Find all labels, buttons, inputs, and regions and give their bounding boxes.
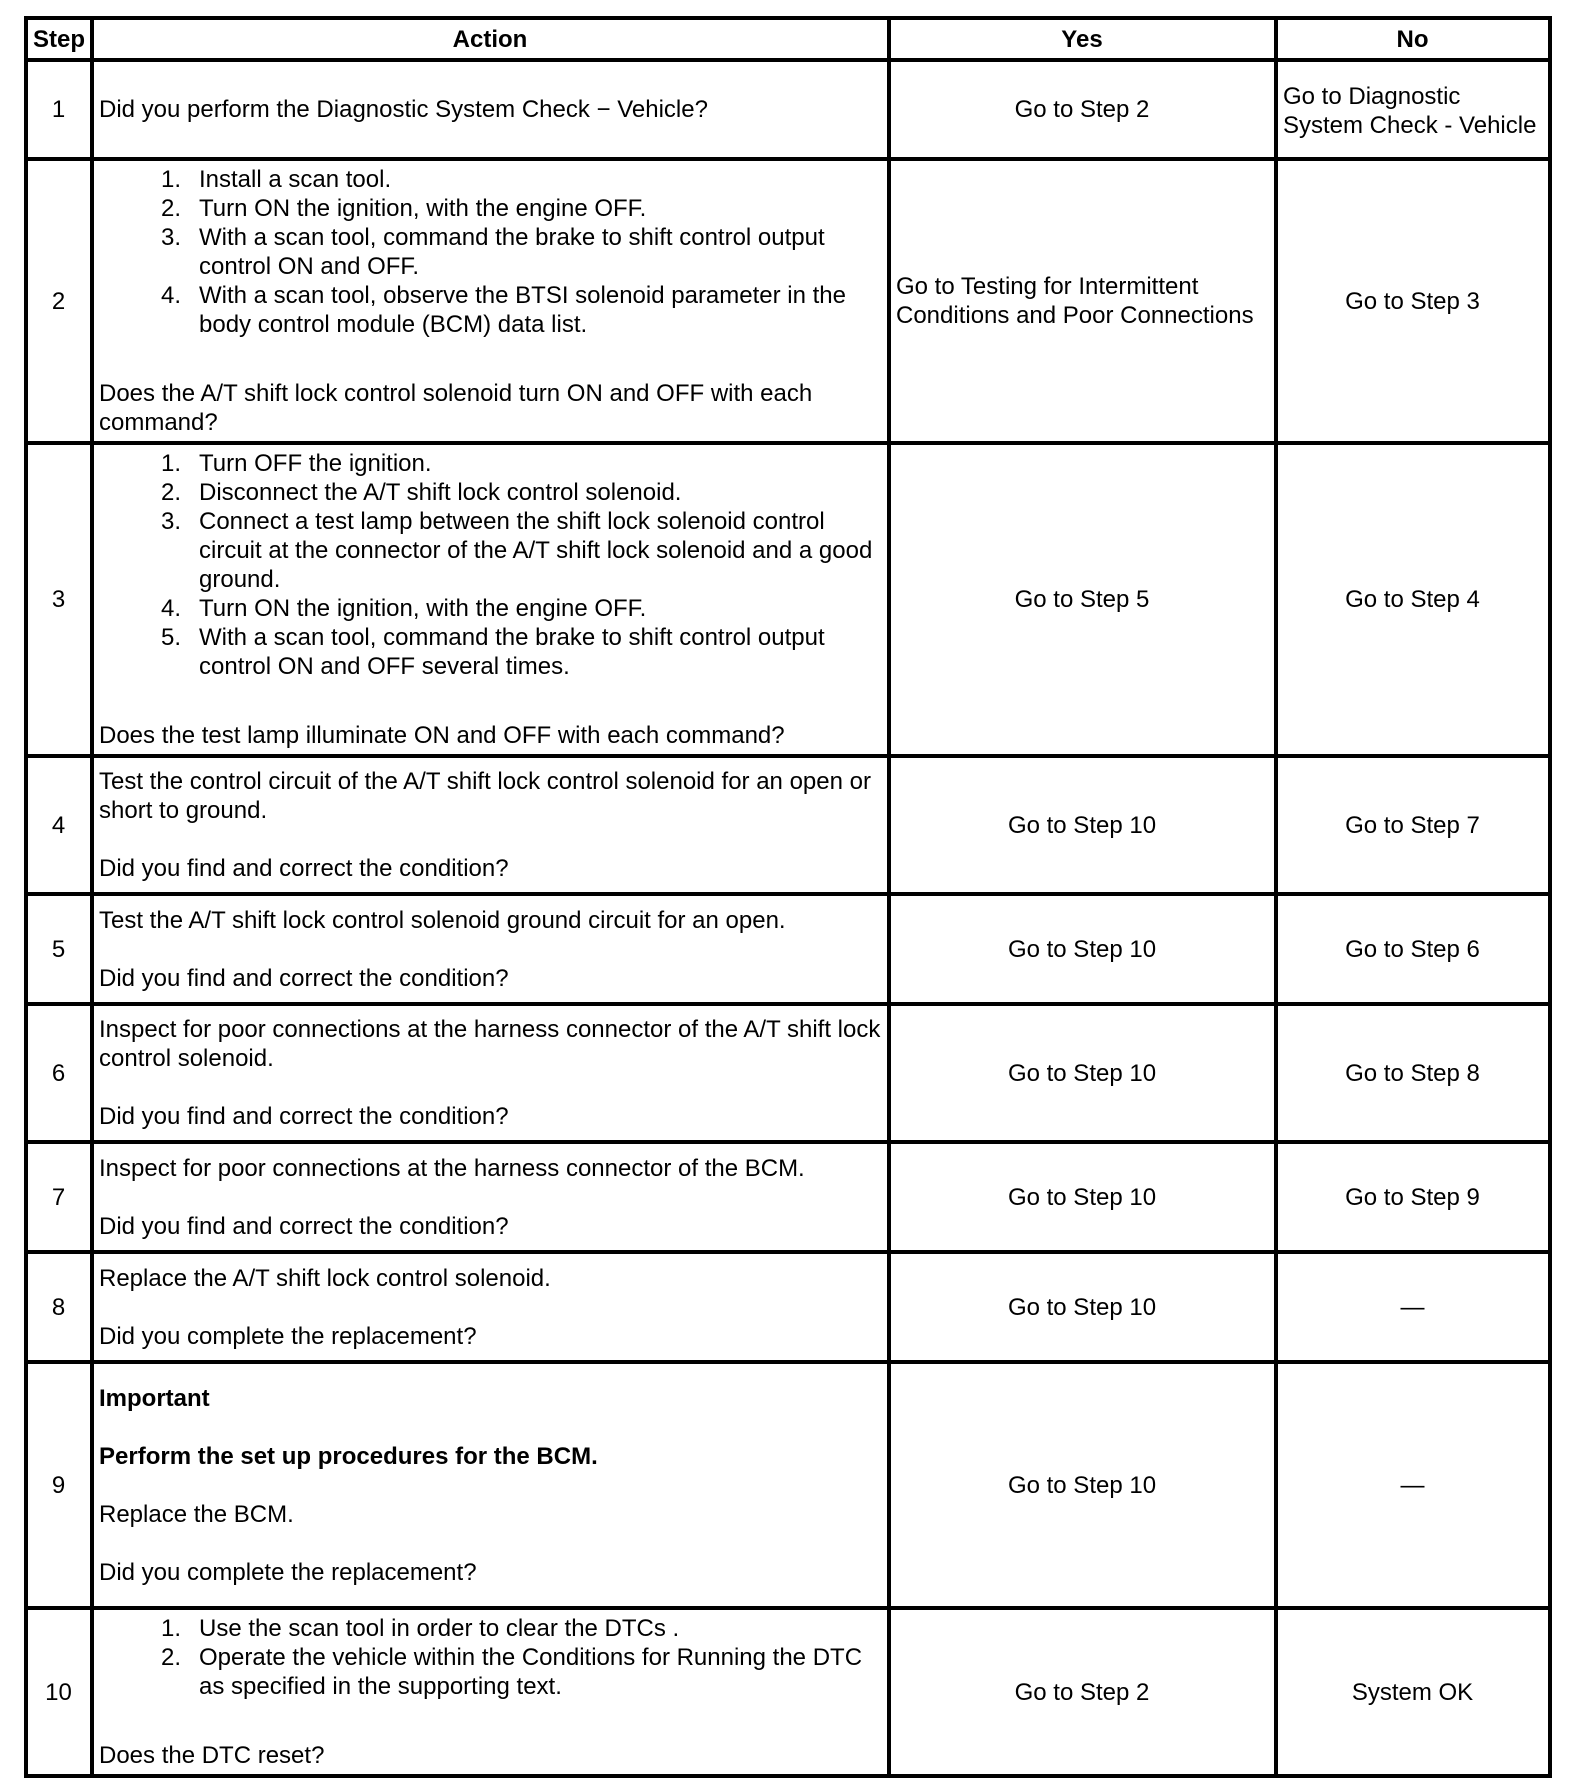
table-row	[26, 1252, 1550, 1362]
header-row	[26, 18, 1550, 60]
action-steps-list	[99, 449, 881, 681]
list-item: 2. Turn ON the ignition, with the engine OFF.	[160, 195, 647, 222]
step-number: 6	[26, 1004, 92, 1142]
action-cell	[92, 443, 889, 756]
yes-cell: Go to Step 2	[889, 60, 1276, 159]
table-row	[26, 1142, 1550, 1252]
action-question: Did you find and correct the condition?	[99, 1103, 509, 1130]
list-item: 1. Turn OFF the ignition.	[160, 450, 432, 477]
table-row	[26, 159, 1550, 443]
important-label: Important	[99, 1384, 210, 1412]
list-item: 3. With a scan tool, command the brake to shift control output control ON and OFF.	[160, 224, 825, 280]
list-item: 2. Disconnect the A/T shift lock control solenoid.	[160, 479, 682, 506]
no-cell: —	[1276, 1362, 1550, 1608]
action-question: Did you complete the replacement?	[99, 1322, 477, 1350]
table-row	[26, 1362, 1550, 1608]
table-row	[26, 443, 1550, 756]
no-cell: Go to Diagnostic System Check - Vehicle	[1276, 60, 1550, 159]
action-question: Did you find and correct the condition?	[99, 855, 509, 882]
action-instruction: Inspect for poor connections at the harness connector of the A/T shift lock control solenoid.	[99, 1016, 881, 1072]
yes-cell: Go to Step 10	[889, 894, 1276, 1004]
action-instruction: Inspect for poor connections at the harness connector of the BCM.	[99, 1154, 805, 1182]
header-step: Step	[26, 18, 92, 60]
step-number: 8	[26, 1252, 92, 1362]
no-cell: Go to Step 7	[1276, 756, 1550, 894]
action-steps-list	[99, 1614, 881, 1701]
yes-cell: Go to Step 10	[889, 756, 1276, 894]
action-cell	[92, 1004, 889, 1142]
table-row	[26, 1004, 1550, 1142]
action-question: Did you perform the Diagnostic System Check − Vehicle?	[99, 96, 708, 123]
step-number: 10	[26, 1608, 92, 1776]
step-number: 7	[26, 1142, 92, 1252]
action-cell	[92, 159, 889, 443]
yes-cell: Go to Testing for Intermittent Conditions and Poor Connections	[889, 159, 1276, 443]
action-question: Did you find and correct the condition?	[99, 1212, 509, 1240]
diagnostic-table	[24, 16, 1552, 1778]
yes-cell: Go to Step 5	[889, 443, 1276, 756]
action-cell	[92, 756, 889, 894]
list-item: 5. With a scan tool, command the brake to shift control output control ON and OFF several times.	[160, 624, 825, 680]
action-cell	[92, 1362, 889, 1608]
important-text: Perform the set up procedures for the BCM.	[99, 1442, 598, 1470]
action-instruction: Test the A/T shift lock control solenoid ground circuit for an open.	[99, 906, 786, 934]
list-item: 4. Turn ON the ignition, with the engine OFF.	[160, 595, 647, 622]
step-number: 4	[26, 756, 92, 894]
step-number: 2	[26, 159, 92, 443]
action-cell	[92, 60, 889, 159]
yes-cell: Go to Step 10	[889, 1252, 1276, 1362]
action-cell	[92, 1608, 889, 1776]
action-cell	[92, 1142, 889, 1252]
yes-cell: Go to Step 2	[889, 1608, 1276, 1776]
no-cell: Go to Step 3	[1276, 159, 1550, 443]
list-item: 3. Connect a test lamp between the shift lock solenoid control circuit at the connector of the A/T shift lock solenoid and a good ground.	[160, 508, 873, 593]
header-action: Action	[92, 18, 889, 60]
no-cell: Go to Step 4	[1276, 443, 1550, 756]
action-instruction: Replace the BCM.	[99, 1500, 294, 1528]
action-question: Did you complete the replacement?	[99, 1558, 477, 1586]
action-question: Does the test lamp illuminate ON and OFF with each command?	[99, 722, 785, 749]
list-item: 1. Install a scan tool.	[160, 166, 392, 193]
yes-cell: Go to Step 10	[889, 1142, 1276, 1252]
step-number: 3	[26, 443, 92, 756]
action-cell	[92, 1252, 889, 1362]
table-row	[26, 894, 1550, 1004]
no-cell: —	[1276, 1252, 1550, 1362]
table-row	[26, 756, 1550, 894]
list-item: 4. With a scan tool, observe the BTSI solenoid parameter in the body control module (BCM) data list.	[160, 282, 847, 338]
step-number: 1	[26, 60, 92, 159]
table-row	[26, 1608, 1550, 1776]
action-instruction: Replace the A/T shift lock control solenoid.	[99, 1264, 551, 1292]
action-instruction: Test the control circuit of the A/T shift lock control solenoid for an open or short to ground.	[99, 768, 871, 824]
action-cell	[92, 894, 889, 1004]
list-item: 1. Use the scan tool in order to clear the DTCs .	[160, 1615, 680, 1642]
step-number: 5	[26, 894, 92, 1004]
action-question: Does the A/T shift lock control solenoid turn ON and OFF with each command?	[99, 380, 813, 436]
header-no: No	[1276, 18, 1550, 60]
no-cell: Go to Step 6	[1276, 894, 1550, 1004]
action-steps-list	[99, 165, 881, 339]
yes-cell: Go to Step 10	[889, 1004, 1276, 1142]
header-yes: Yes	[889, 18, 1276, 60]
no-cell: Go to Step 8	[1276, 1004, 1550, 1142]
list-item: 2. Operate the vehicle within the Conditions for Running the DTC as specified in the supporting text.	[160, 1644, 863, 1700]
step-number: 9	[26, 1362, 92, 1608]
action-question: Did you find and correct the condition?	[99, 964, 509, 992]
no-cell: Go to Step 9	[1276, 1142, 1550, 1252]
yes-cell: Go to Step 10	[889, 1362, 1276, 1608]
table-row	[26, 60, 1550, 159]
action-question: Does the DTC reset?	[99, 1742, 325, 1769]
no-cell: System OK	[1276, 1608, 1550, 1776]
